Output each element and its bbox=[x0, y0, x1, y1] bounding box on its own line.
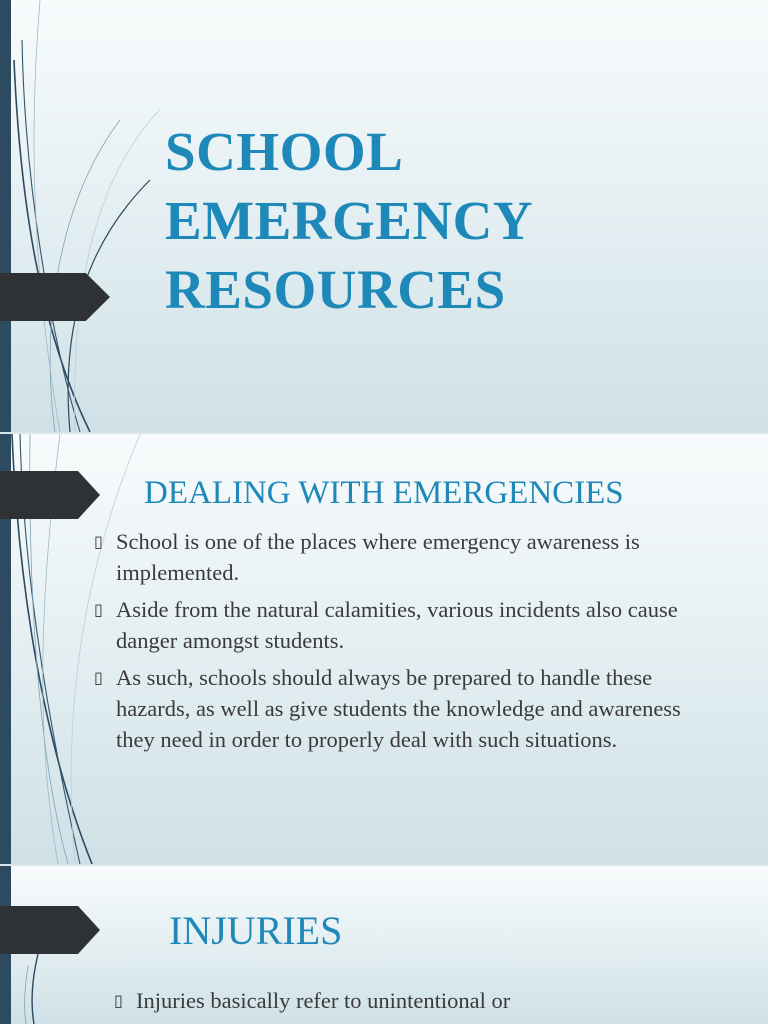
bullet-list bbox=[96, 526, 706, 755]
section-heading: INJURIES bbox=[169, 908, 343, 953]
bullet-text: School is one of the places where emergency awareness is implemented. bbox=[116, 529, 640, 585]
bullet-list bbox=[116, 985, 716, 1016]
bullet-marker: ▯ bbox=[114, 991, 123, 1010]
slide-title bbox=[0, 0, 768, 432]
list-item bbox=[96, 594, 706, 656]
bullet-text: Injuries basically refer to unintentional or bbox=[136, 988, 511, 1013]
bullet-marker: ▯ bbox=[94, 532, 103, 551]
bullet-text: Aside from the natural calamities, various incidents also cause danger amongst students. bbox=[116, 597, 678, 653]
slide-title-heading bbox=[165, 117, 533, 324]
bullet-text: As such, schools should always be prepared to handle these hazards, as well as give students the knowledge and awareness they need in order to properly deal with such situations. bbox=[116, 665, 681, 752]
title-line-1: SCHOOL bbox=[165, 121, 404, 182]
list-item bbox=[96, 662, 706, 755]
list-item bbox=[116, 985, 716, 1016]
slide-dealing-with-emergencies bbox=[0, 434, 768, 864]
title-line-2: EMERGENCY bbox=[165, 190, 534, 251]
title-line-3: RESOURCES bbox=[165, 259, 506, 320]
decorative-swirl-lines bbox=[0, 0, 160, 432]
bullet-marker: ▯ bbox=[94, 600, 103, 619]
list-item bbox=[96, 526, 706, 588]
slide-injuries bbox=[0, 866, 768, 1024]
section-heading: DEALING WITH EMERGENCIES bbox=[144, 475, 624, 511]
bullet-marker: ▯ bbox=[94, 668, 103, 687]
